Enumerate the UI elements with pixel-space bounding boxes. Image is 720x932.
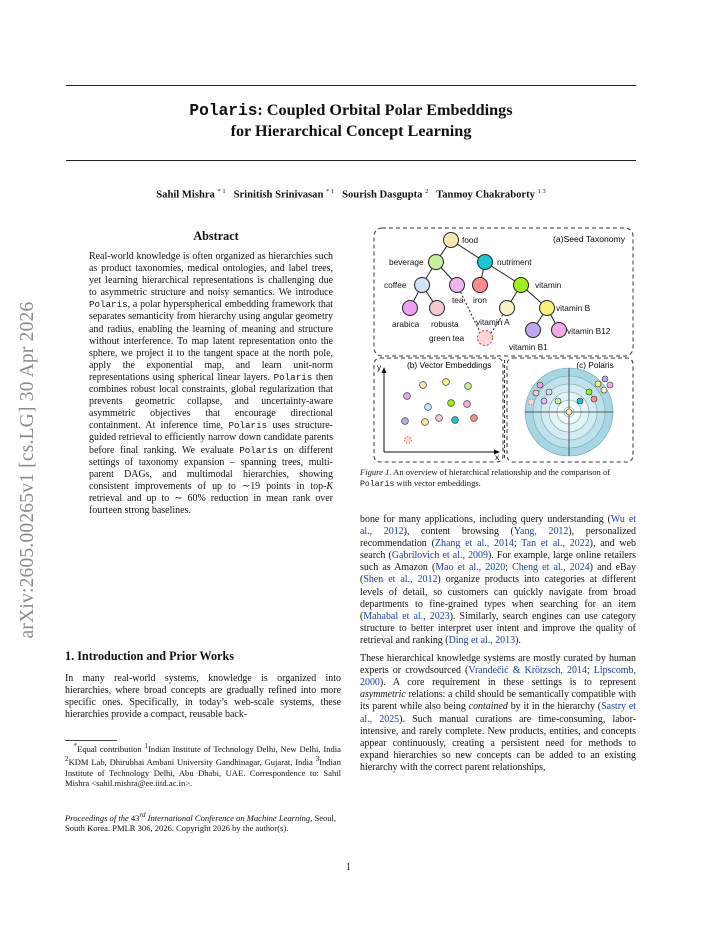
point-beverage [465, 383, 472, 390]
panel-a-label: (a)Seed Taxonomy [553, 234, 625, 244]
citation-link[interactable]: Mahabal et al., 2023 [363, 610, 450, 622]
author-name: Tanmoy Chakraborty [436, 189, 535, 201]
caption-label: Figure 1. [360, 467, 392, 477]
node-tea [450, 278, 465, 293]
polaris-green-tea [528, 399, 534, 405]
footnote-mark: 2 [65, 755, 69, 764]
title-line2: for Hierarchical Concept Learning [230, 122, 472, 140]
point-food-2 [422, 419, 429, 426]
footnote-mark: 1 [144, 742, 149, 750]
arxiv-watermark [6, 260, 50, 680]
title-bottom-rule [66, 160, 636, 161]
citation-link[interactable]: Sastry et al., 2025 [360, 701, 636, 725]
citation-link[interactable]: Cheng et al., 2024 [512, 562, 590, 574]
paragraph-text: ). Similarly, search engines can use category structure to better interpret user intent and improve the quality of retrieval and ranking ( [360, 610, 636, 646]
abstract-text: on different settings of taxonomy expansion – spanning trees, multi-parent DAGs, and multimodal hierarchies, showing consistent improvements of up to ∼19 points in top- [89, 444, 333, 492]
paragraph-text: ), content browsing ( [403, 526, 514, 538]
citation-link[interactable]: Vrandečić & Krötzsch, 2014 [468, 665, 587, 677]
author-name: Sahil Mishra [156, 189, 215, 201]
point-coffee [425, 404, 432, 411]
paragraph-text: asymmetric [360, 689, 406, 701]
node-vitamin-b1-circle [552, 323, 567, 338]
polaris-tea [541, 398, 547, 404]
panel-b-border [374, 358, 503, 462]
footnote-mark: * [73, 742, 78, 750]
node-vitamin-a [500, 301, 515, 316]
polaris-vitamin-a [601, 387, 607, 393]
label-vitamin-a: vitamin A [476, 317, 510, 327]
figure-1-svg [373, 227, 635, 463]
proc-text: International Conference on Machine Learning [145, 812, 311, 823]
polaris-beverage [555, 398, 561, 404]
abstract-text: then combines robust local constraints, global regularization that prevents geometric collapse, and uncertainty-aware asymmetric objectives that encourage directional containment. At inference time, [89, 371, 334, 432]
point-nutriment [452, 417, 459, 424]
paragraph-text: ), and web search ( [360, 538, 636, 562]
node-vitamin [514, 278, 529, 293]
node-vitamin-b12-circle [526, 323, 541, 338]
node-nutriment [478, 255, 493, 270]
footnote-mark: 3 [315, 755, 320, 764]
math-k: K [326, 480, 333, 492]
node-beverage [429, 255, 444, 270]
paragraph-text: ; [586, 665, 594, 677]
paragraph-text: ; [513, 538, 522, 550]
citation-link[interactable]: Wu et al., 2012 [360, 514, 636, 538]
node-green-tea [478, 331, 493, 346]
top-rule [66, 85, 636, 86]
paragraph-text: ). Such manual curations are time-consuming, labor-intensive, and rarely complete. New products, entities, and concepts appear continuously, creating a persistent need for methods to expand hierarchies so new concepts can be added to an existing hierarchy with the correct parent relationships, [360, 713, 637, 773]
author-affil: 2 [425, 188, 429, 195]
citation-link[interactable]: Shen et al., 2012 [363, 574, 438, 586]
abstract-text: retrieval and up to ∼ 60% reduction in mean rank over fourteen strong baselines. [89, 492, 333, 516]
label-food: food [462, 235, 479, 245]
panel-a-border [374, 228, 633, 356]
citation-link[interactable]: Lipscomb, 2000 [360, 665, 636, 689]
node-arabica [403, 301, 418, 316]
method-name: Polaris [89, 299, 128, 311]
label-tea: tea [452, 295, 464, 305]
node-coffee [415, 278, 430, 293]
abstract-body [89, 251, 333, 517]
label-coffee: coffee [384, 280, 407, 290]
title-method-name: Polaris [189, 102, 258, 120]
footnote-text: KDM Lab, Dhirubhai Ambani University Gandhinagar, Gujarat, India [68, 757, 316, 768]
paragraph-text: contained [468, 701, 508, 713]
method-name: Polaris [228, 420, 268, 432]
paragraph-text: ; [505, 562, 513, 574]
right-column [360, 514, 636, 774]
panel-b-label: (b) Vector Embeddings [407, 360, 492, 370]
y-axis-label: y [377, 362, 382, 372]
footnote-text: Indian Institute of Technology Delhi, Abu Dhabi, UAE. Correspondence to: Sahil Mishra <sahil.mishra@ee.iitd.ac.in>. [65, 757, 341, 788]
label-vitamin-b: vitamin B [556, 303, 591, 313]
x-axis-label: x [495, 452, 500, 462]
proc-sup: rd [139, 811, 146, 819]
citation-link[interactable]: Gabrilovich et al., 2009 [391, 550, 488, 562]
citation-link[interactable]: Yang, 2012 [513, 526, 569, 538]
polaris-arabica [537, 382, 543, 388]
paragraph [360, 653, 636, 774]
polaris-vitamin [586, 389, 592, 395]
abstract-text: Real-world knowledge is often organized as hierarchies such as product taxonomies, medical ontologies, and label trees, yet learning hierarchical representations is challenging due to asymmetric structure and noisy semantics. We introduce [89, 251, 333, 299]
footnote-text: Equal contribution [77, 743, 145, 754]
label-iron: iron [473, 295, 487, 305]
citation-link[interactable]: Ding et al., 2013 [448, 634, 516, 646]
figure-1 [373, 227, 635, 463]
citation-link[interactable]: Zhang et al., 2014 [434, 538, 514, 550]
label-robusta: robusta [431, 319, 459, 329]
polaris-food [566, 409, 572, 415]
caption-text: An overview of hierarchical relationship and the comparison of [391, 467, 611, 477]
author-affil: 1 3 [537, 188, 546, 195]
label-arabica: arabica [392, 319, 420, 329]
proc-num: 43 [130, 812, 140, 823]
page-number: 1 [346, 862, 351, 873]
polaris-coffee [546, 389, 552, 395]
point-iron [471, 415, 478, 422]
point-robusta [436, 415, 443, 422]
method-name: Polaris [273, 371, 313, 383]
node-vitamin-b [540, 301, 555, 316]
paragraph-text: bone for many applications, including query understanding ( [360, 514, 611, 525]
figure-caption [360, 467, 636, 490]
paragraph [360, 514, 636, 647]
paragraph-text: ), personalized recommendation ( [360, 526, 637, 550]
tea-link [457, 285, 483, 338]
point-arabica [404, 393, 411, 400]
label-beverage: beverage [389, 257, 424, 267]
abstract-text: uses structure-guided retrieval to efficiently narrow down candidate parents before final ranking. We evaluate [89, 420, 333, 456]
point-vitamin-b [443, 379, 450, 386]
label-vitamin-b1: vitamin B1 [509, 342, 548, 352]
citation-link[interactable]: Tan et al., 2022 [521, 538, 590, 550]
abstract-heading: Abstract [193, 229, 239, 243]
paragraph-text: ). [515, 634, 521, 646]
node-food [444, 233, 459, 248]
paragraph-text: relations: a child should be semantically compatible with its parent while also being [360, 689, 636, 713]
author-affil: * 1 [217, 188, 226, 195]
embedding-points [402, 379, 478, 444]
polaris-robusta [533, 390, 539, 396]
polaris-nutriment [577, 398, 583, 404]
paragraph-text: ) and eBay ( [360, 562, 636, 586]
footnote-text: Indian Institute of Technology Delhi, New Delhi, India [148, 743, 341, 754]
caption-method: Polaris [360, 479, 395, 489]
footnote [65, 741, 341, 788]
label-green-tea: green tea [429, 333, 465, 343]
section-heading: 1. Introduction and Prior Works [65, 649, 234, 663]
polaris-vitamin-b1 [607, 382, 613, 388]
abstract-text: , a polar hyperspherical embedding framework that separates semanticity from hierarchy using angular geometry and radius, enabling the learning of meaning and structure without interference. To map latent representation onto the sphere, we project it to the tangent space at the north pole, apply the exponential map, and learn unit-norm representations using spherical linear layers. [89, 299, 333, 383]
author-name: Srinitish Srinivasan [233, 189, 324, 201]
author-name: Sourish Dasgupta [342, 189, 423, 201]
title-line1: : Coupled Orbital Polar Embeddings [257, 101, 513, 119]
point-food [420, 382, 427, 389]
citation-link[interactable]: Mao et al., 2020 [435, 562, 506, 574]
caption-text: with vector embeddings. [394, 477, 481, 488]
paragraph-text: ). For example, large online retailers such as Amazon ( [360, 550, 637, 574]
paper-title [66, 100, 636, 141]
paragraph-text: ). A core requirement in these settings is to represent [379, 677, 636, 689]
point-vitamin [448, 400, 455, 407]
polaris-iron [591, 396, 597, 402]
paragraph-text: These hierarchical knowledge systems are mostly curated by human experts or crowdsourced ( [360, 653, 636, 677]
author-list [66, 188, 636, 201]
point-green-tea [405, 437, 412, 444]
intro-text: In many real-world systems, knowledge is organized into hierarchies, where broad concepts are gradually refined into more specific ones. Specifically, in today’s web-scale systems, these hierarchies provide a compact, reusable back- [65, 673, 341, 721]
author-affil: * 1 [326, 188, 335, 195]
arxiv-id: arXiv:2605.00265v1 [cs.LG] 30 Apr 2026 [17, 301, 38, 639]
polaris-vitamin-b [595, 381, 601, 387]
polaris-vitamin-b12 [602, 376, 608, 382]
paragraph-text: by it in the hierarchy ( [507, 701, 602, 713]
point-vitamin-b12 [402, 418, 409, 425]
node-iron [473, 278, 488, 293]
label-vitamin: vitamin [535, 280, 562, 290]
label-nutriment: nutriment [497, 257, 532, 267]
node-robusta [430, 301, 445, 316]
point-vitamin-b1 [464, 401, 471, 408]
label-vitamin-b12: vitamin B12 [567, 326, 611, 336]
proc-text: Proceedings of the [65, 812, 131, 823]
y-arrow [382, 367, 387, 373]
method-name: Polaris [239, 444, 278, 456]
proc-text: , Seoul, South Korea. PMLR 306, 2026. Copyright 2026 by the author(s). [65, 812, 337, 834]
proceedings-note [65, 810, 341, 834]
paragraph-text: ) organize products into categories at different levels of detail, so customers can quickly navigate from broad departments to fine-grained types when searching for an item ( [360, 574, 636, 622]
panel-c-label: (c) Polaris [576, 360, 614, 370]
